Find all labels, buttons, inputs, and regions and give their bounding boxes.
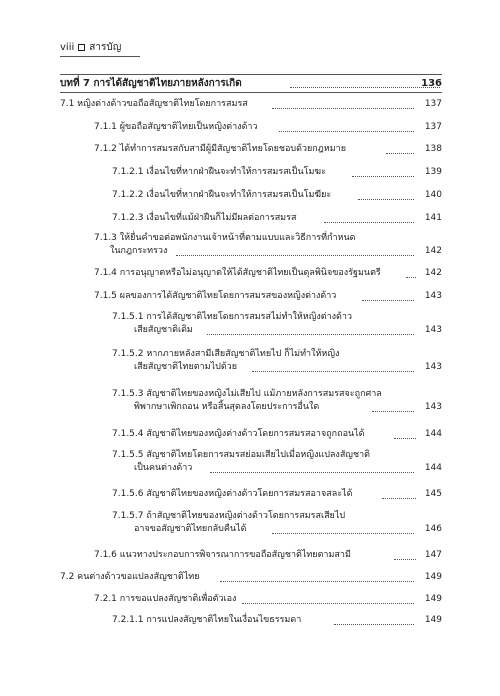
chapter-bottom-rule bbox=[60, 92, 442, 93]
toc-entry-title: 7.1 หญิงต่างด้าวขอถือสัญชาติไทยโดยการสมรส bbox=[60, 99, 248, 109]
toc-entry bbox=[112, 449, 442, 475]
toc-entry-title-continuation: เสียสัญชาติเดิม bbox=[134, 325, 193, 335]
chapter-page-number: 136 bbox=[421, 78, 442, 89]
toc-entry-title: 7.2 คนต่างด้าวขอแปลงสัญชาติไทย bbox=[60, 572, 200, 582]
toc-page-number: 149 bbox=[424, 572, 442, 582]
toc-entry-title: 7.1.2.1 เงื่อนไขที่หากฝ่าฝืนจะทำให้การสมรสเป็นโมฆะ bbox=[112, 167, 326, 177]
toc-entry-title: 7.1.5.6 สัญชาติไทยของหญิงต่างด้าวโดยการสมรสอาจสละได้ bbox=[112, 489, 353, 499]
toc-entry bbox=[112, 189, 442, 202]
toc-page-number: 143 bbox=[424, 291, 442, 301]
toc-page-number: 144 bbox=[424, 463, 442, 473]
toc-entry bbox=[94, 267, 442, 280]
leader-dots bbox=[210, 472, 414, 473]
toc-page-number: 142 bbox=[424, 268, 442, 278]
toc-entry bbox=[112, 311, 442, 337]
toc-page-number: 139 bbox=[424, 167, 442, 177]
square-bullet-icon bbox=[78, 44, 85, 51]
leader-dots bbox=[334, 624, 414, 625]
leader-dots bbox=[382, 498, 416, 499]
leader-dots bbox=[272, 533, 414, 534]
toc-entry-title: 7.1.2.3 เงื่อนไขที่แม้ฝ่าฝืนก็ไม่มีผลต่อการสมรส bbox=[112, 213, 297, 223]
toc-entry-title: 7.2.1 การขอแปลงสัญชาติเพื่อตัวเอง bbox=[94, 594, 237, 604]
leader-dots bbox=[252, 371, 414, 372]
toc-entry bbox=[112, 348, 442, 374]
toc-entry-title: 7.1.3 ให้ยื่นคำขอต่อพนักงานเจ้าหน้าที่ตามแบบและวิธีการที่กำหนด bbox=[94, 233, 356, 243]
leader-dots bbox=[358, 199, 414, 200]
leader-dots bbox=[362, 300, 414, 301]
toc-entry-title: 7.1.4 การอนุญาตหรือไม่อนุญาตให้ได้สัญชาติไทยเป็นดุลพินิจของรัฐมนตรี bbox=[94, 268, 381, 278]
toc-entry-title: 7.1.5.2 หากภายหลังสามีเสียสัญชาติไทยไป ก็ไม่ทำให้หญิง bbox=[112, 349, 340, 359]
toc-entry-title: 7.1.6 แนวทางประกอบการพิจารณาการขอถือสัญชาติไทยตามสามี bbox=[94, 550, 351, 560]
leader-dots bbox=[207, 334, 414, 335]
leader-dots bbox=[324, 222, 414, 223]
toc-entry bbox=[94, 549, 442, 562]
leader-dots bbox=[272, 108, 414, 109]
toc-page-number: 143 bbox=[424, 362, 442, 372]
toc-page-number: 137 bbox=[424, 99, 442, 109]
toc-entry bbox=[112, 488, 442, 501]
toc-entry bbox=[94, 593, 442, 606]
toc-entry-title: 7.1.2 ได้ทำการสมรสกับสามีผู้มีสัญชาติไทยโดยชอบด้วยกฎหมาย bbox=[94, 144, 346, 154]
toc-page-number: 143 bbox=[424, 402, 442, 412]
toc-entry bbox=[94, 232, 442, 258]
toc-entry bbox=[94, 290, 442, 303]
toc-entry bbox=[94, 121, 442, 134]
toc-page-number: 149 bbox=[424, 615, 442, 625]
toc-page-number: 142 bbox=[424, 246, 442, 256]
toc-entry-title: 7.1.1 ผู้ขอถือสัญชาติไทยเป็นหญิงต่างด้าว bbox=[94, 122, 258, 132]
header-title: สารบัญ bbox=[89, 42, 122, 53]
leader-dots bbox=[386, 153, 414, 154]
chapter-top-rule bbox=[60, 74, 442, 75]
header-rule bbox=[60, 56, 140, 57]
toc-page-number: 144 bbox=[424, 429, 442, 439]
toc-entry bbox=[112, 388, 442, 414]
leader-dots bbox=[279, 131, 414, 132]
leader-dots bbox=[372, 411, 414, 412]
toc-entry-title: 7.1.5.7 ถ้าสัญชาติไทยของหญิงต่างด้าวโดยการสมรสเสียไป bbox=[112, 511, 346, 521]
toc-entry-title: 7.1.2.2 เงื่อนไขที่หากฝ่าฝืนจะทำให้การสมรสเป็นโมฆียะ bbox=[112, 190, 332, 200]
chapter-title: บทที่ 7 การได้สัญชาติไทยภายหลังการเกิด bbox=[60, 78, 242, 89]
toc-entry bbox=[112, 212, 442, 225]
leader-dots bbox=[220, 581, 414, 582]
toc-entry bbox=[60, 98, 442, 111]
toc-entry-title: 7.1.5 ผลของการได้สัญชาติไทยโดยการสมรสของหญิงต่างด้าว bbox=[94, 291, 337, 301]
toc-entry-title: 7.1.5.1 การได้สัญชาติไทยโดยการสมรสไม่ทำให้หญิงต่างด้าว bbox=[112, 312, 353, 322]
chapter-heading bbox=[60, 77, 442, 90]
page-number-label: viii bbox=[60, 42, 75, 53]
toc-page-number: 149 bbox=[424, 594, 442, 604]
toc-page-number: 138 bbox=[424, 144, 442, 154]
toc-entry-title-continuation: เสียสัญชาติไทยตามไปด้วย bbox=[134, 362, 237, 372]
leader-dots bbox=[242, 603, 414, 604]
toc-entry-title-continuation: พิพากษาเพิกถอน หรือสิ้นสุดลงโดยประการอื่นใด bbox=[134, 402, 320, 412]
toc-entry-title-continuation: อาจขอสัญชาติไทยกลับคืนได้ bbox=[134, 524, 247, 534]
toc-page-number: 147 bbox=[424, 550, 442, 560]
toc-page-number: 141 bbox=[424, 213, 442, 223]
toc-entry-title: 7.2.1.1 การแปลงสัญชาติไทยในเงื่อนไขธรรมดา bbox=[112, 615, 302, 625]
toc-entry bbox=[112, 428, 442, 441]
toc-entry bbox=[60, 571, 442, 584]
toc-page-number: 145 bbox=[424, 489, 442, 499]
toc-entry-title-continuation: ในกฎกระทรวง bbox=[110, 246, 168, 256]
toc-entry bbox=[112, 510, 442, 536]
toc-entry-title: 7.1.5.4 สัญชาติไทยของหญิงต่างด้าวโดยการสมรสอาจถูกถอนได้ bbox=[112, 429, 365, 439]
toc-page-number: 146 bbox=[424, 524, 442, 534]
leader-dots bbox=[176, 255, 414, 256]
page-header bbox=[60, 40, 121, 55]
toc-entry bbox=[112, 166, 442, 179]
leader-dots bbox=[352, 176, 414, 177]
toc-page-number: 140 bbox=[424, 190, 442, 200]
toc-page-number: 137 bbox=[424, 122, 442, 132]
toc-entry bbox=[94, 143, 442, 156]
toc-entry-title: 7.1.5.5 สัญชาติไทยโดยการสมรสย่อมเสียไปเมื่อหญิงแปลงสัญชาติ bbox=[112, 450, 370, 460]
toc-entry bbox=[112, 614, 442, 627]
toc-entry-title: 7.1.5.3 สัญชาติไทยของหญิงไม่เสียไป แม้ภายหลังการสมรสจะถูกศาล bbox=[112, 389, 382, 399]
toc-page-number: 143 bbox=[424, 325, 442, 335]
toc-entry-title-continuation: เป็นคนต่างด้าว bbox=[134, 463, 193, 473]
